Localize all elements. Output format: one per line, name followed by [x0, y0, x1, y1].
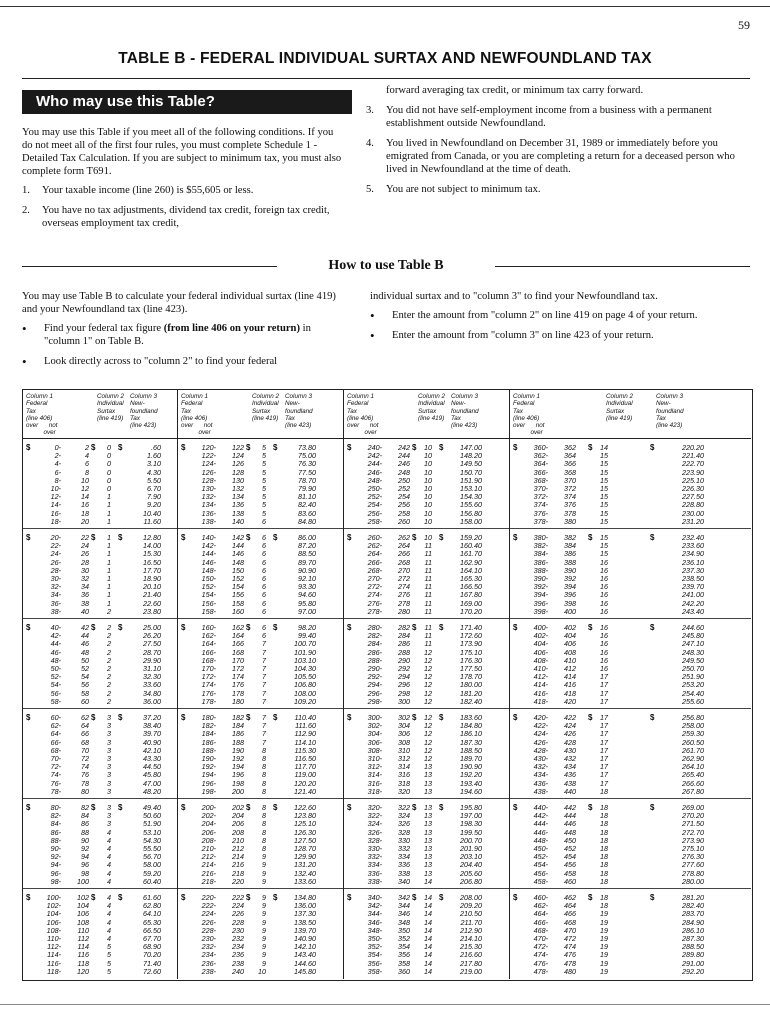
condition-number: 3. — [366, 105, 374, 116]
newfoundland-tax: 147.00 148.20 149.50 150.70 151.90 153.10 154.30 155.60 156.80 158.00 — [460, 443, 482, 526]
column-3-header: Column 3 New- foundland Tax (line 423) — [285, 393, 313, 430]
table-row-group — [510, 530, 751, 619]
table-row-group — [23, 890, 177, 978]
table-panel-1 — [23, 390, 178, 979]
individual-surtax: 1 1 1 1 1 1 1 1 1 2 — [107, 533, 111, 616]
condition-text: You are not subject to minimum tax. — [386, 184, 541, 195]
table-row-group — [344, 440, 509, 529]
dollar-sign: $ — [26, 623, 31, 632]
table-row-group — [23, 620, 177, 709]
individual-surtax: 16 16 16 16 16 16 17 17 17 17 — [600, 623, 608, 706]
dollar-sign: $ — [91, 713, 96, 722]
dollar-sign: $ — [181, 893, 186, 902]
federal-tax-over: 460- 462- 464- 466- 468- 470- 472- 474- 476- 478- — [533, 893, 548, 976]
dollar-sign: $ — [246, 623, 251, 632]
dollar-sign: $ — [91, 803, 96, 812]
federal-tax-not-over: 402 404 406 408 410 412 414 416 418 420 — [564, 623, 576, 706]
dollar-sign: $ — [513, 623, 518, 632]
individual-surtax: 14 14 14 14 14 14 14 14 14 14 — [424, 893, 432, 976]
dollar-sign: $ — [513, 713, 518, 722]
dollar-sign: $ — [347, 713, 352, 722]
table-panel-4 — [510, 390, 751, 979]
table-row-group — [178, 800, 343, 889]
newfoundland-tax: 98.20 99.40 100.70 101.90 103.10 104.30 105.50 106.80 108.00 109.20 — [294, 623, 316, 706]
federal-tax-not-over: 42 44 46 48 50 52 54 56 58 60 — [81, 623, 89, 706]
how-step-1 — [22, 322, 347, 348]
table-row-group — [178, 440, 343, 529]
dollar-sign: $ — [273, 443, 278, 452]
federal-tax-not-over: 22 24 26 28 30 32 34 36 38 40 — [81, 533, 89, 616]
individual-surtax: 9 9 9 9 9 9 9 9 9 10 — [258, 893, 266, 976]
table-row-group — [510, 440, 751, 529]
step-text: Find your federal tax figure — [44, 323, 164, 334]
table-row-group — [510, 710, 751, 799]
individual-surtax: 8 8 8 8 8 8 9 9 9 9 — [262, 803, 266, 886]
dollar-sign: $ — [118, 803, 123, 812]
dollar-sign: $ — [412, 713, 417, 722]
newfoundland-tax: 73.80 75.00 76.30 77.50 78.70 79.90 81.10 82.40 83.60 84.80 — [298, 443, 316, 526]
column-1-header: Column 1 Federal Tax (line 406) over not over — [347, 393, 379, 437]
dollar-sign: $ — [246, 713, 251, 722]
dollar-sign: $ — [273, 893, 278, 902]
federal-tax-over: 240- 242- 244- 246- 248- 250- 252- 254- 256- 258- — [367, 443, 382, 526]
table-row-group — [344, 710, 509, 799]
federal-tax-over: 420- 422- 424- 426- 428- 430- 432- 434- 436- 438- — [533, 713, 548, 796]
federal-tax-over: 20- 22- 24- 26- 28- 30- 32- 34- 36- 38- — [50, 533, 61, 616]
column-1-header: Column 1 Federal Tax (line 406) over not over — [26, 393, 58, 437]
federal-tax-over: 360- 362- 364- 366- 368- 370- 372- 374- 376- 378- — [533, 443, 548, 526]
step-text-bold: (from line 406 on your return) — [163, 323, 300, 334]
how-step-2-continued: individual surtax and to "column 3" to find your Newfoundland tax. — [370, 291, 658, 302]
dollar-sign: $ — [439, 803, 444, 812]
dollar-sign: $ — [118, 623, 123, 632]
federal-tax-not-over: 342 344 346 348 350 352 354 356 358 360 — [398, 893, 410, 976]
who-heading: Who may use this Table? — [22, 90, 352, 114]
newfoundland-tax: 244.60 245.80 247.10 248.30 249.50 250.70 251.90 253.20 254.40 255.60 — [682, 623, 704, 706]
conditions-list-a — [22, 184, 342, 230]
dollar-sign: $ — [412, 533, 417, 542]
table-panel-header — [23, 390, 177, 439]
table-row-group — [178, 620, 343, 709]
federal-tax-over: 300- 302- 304- 306- 308- 310- 312- 314- 316- 318- — [367, 713, 382, 796]
federal-tax-over: 280- 282- 284- 286- 288- 290- 292- 294- 296- 298- — [367, 623, 382, 706]
newfoundland-tax: 171.40 172.60 173.90 175.10 176.30 177.50 178.70 180.00 181.20 182.40 — [460, 623, 482, 706]
dollar-sign: $ — [246, 803, 251, 812]
table-row-group — [510, 800, 751, 889]
dollar-sign: $ — [347, 803, 352, 812]
federal-tax-not-over: 242 244 246 248 250 252 254 256 258 260 — [398, 443, 410, 526]
step-text: Look directly across to "column 2" to find your federal — [44, 356, 278, 367]
federal-tax-over: 60- 62- 64- 66- 68- 70- 72- 74- 76- 78- — [50, 713, 61, 796]
federal-tax-not-over: 102 104 106 108 110 112 114 116 118 120 — [77, 893, 89, 976]
dollar-sign: $ — [588, 893, 593, 902]
individual-surtax: 17 17 17 17 17 17 17 17 17 18 — [600, 713, 608, 796]
newfoundland-tax: 12.80 14.00 15.30 16.50 17.70 18.90 20.10 21.40 22.60 23.80 — [143, 533, 161, 616]
federal-tax-not-over: 382 384 386 388 390 392 394 396 398 400 — [564, 533, 576, 616]
top-rule — [0, 6, 770, 7]
column-2-header: Column 2 Individual Surtax (line 419) — [606, 393, 633, 422]
individual-surtax: 4 4 4 4 4 4 5 5 5 5 — [107, 893, 111, 976]
bottom-rule — [0, 1004, 770, 1005]
newfoundland-tax: 86.00 87.20 88.50 89.70 90.90 92.10 93.30 94.60 95.80 97.00 — [298, 533, 316, 616]
how-steps-a — [22, 322, 347, 368]
individual-surtax: 12 12 12 12 12 12 13 13 13 13 — [424, 713, 432, 796]
dollar-sign: $ — [513, 443, 518, 452]
newfoundland-tax: 232.40 233.60 234.90 236.10 237.30 238.50 239.70 241.00 242.20 243.40 — [682, 533, 704, 616]
dollar-sign: $ — [273, 623, 278, 632]
step-text: Enter the amount from "column 3" on line 423 of your return. — [392, 330, 654, 341]
dollar-sign: $ — [588, 803, 593, 812]
tax-table — [22, 389, 753, 981]
dollar-sign: $ — [118, 713, 123, 722]
federal-tax-not-over: 302 304 306 308 310 312 314 316 318 320 — [398, 713, 410, 796]
individual-surtax: 10 10 10 10 10 10 10 10 10 10 — [424, 443, 432, 526]
newfoundland-tax: 37.20 38.40 39.70 40.90 42.10 43.30 44.50 45.80 47.00 48.20 — [143, 713, 161, 796]
individual-surtax: 18 18 19 19 19 19 19 19 19 19 — [600, 893, 608, 976]
table-row-group — [23, 710, 177, 799]
individual-surtax: 5 5 5 5 5 5 5 5 5 6 — [262, 443, 266, 526]
page-title: TABLE B - FEDERAL INDIVIDUAL SURTAX AND NEWFOUNDLAND TAX — [118, 50, 652, 67]
federal-tax-over: 320- 322- 324- 326- 328- 330- 332- 334- 336- 338- — [367, 803, 382, 886]
newfoundland-tax: 61.60 62.80 64.10 65.30 66.50 67.70 68.90 70.20 71.40 72.60 — [143, 893, 161, 976]
individual-surtax: 6 6 7 7 7 7 7 7 7 7 — [262, 623, 266, 706]
column-1-header: Column 1 Federal Tax (line 406) over not over — [513, 393, 545, 437]
federal-tax-not-over: 322 324 326 328 330 332 334 336 338 340 — [398, 803, 410, 886]
table-row-group — [344, 620, 509, 709]
column-3-header: Column 3 New- foundland Tax (line 423) — [451, 393, 479, 430]
newfoundland-tax: 256.80 258.00 259.30 260.50 261.70 262.90 264.10 265.40 266.60 267.80 — [682, 713, 704, 796]
dollar-sign: $ — [26, 533, 31, 542]
dollar-sign: $ — [118, 443, 123, 452]
table-row-group — [344, 800, 509, 889]
individual-surtax: 3 3 3 4 4 4 4 4 4 4 — [107, 803, 111, 886]
newfoundland-tax: 159.20 160.40 161.70 162.90 164.10 165.30 166.50 167.80 169.00 170.20 — [460, 533, 482, 616]
dollar-sign: $ — [650, 443, 655, 452]
dollar-sign: $ — [347, 533, 352, 542]
newfoundland-tax: 49.40 50.60 51.90 53.10 54.30 55.50 56.70 58.00 59.20 60.40 — [143, 803, 161, 886]
how-step-4 — [370, 329, 754, 342]
federal-tax-over: 80- 82- 84- 86- 88- 90- 92- 94- 96- 98- — [50, 803, 61, 886]
how-left-column — [22, 290, 347, 375]
condition-number: 4. — [366, 138, 374, 149]
dollar-sign: $ — [246, 533, 251, 542]
federal-tax-over: 340- 342- 344- 346- 348- 350- 352- 354- 356- 358- — [367, 893, 382, 976]
federal-tax-over: 220- 222- 224- 226- 228- 230- 232- 234- 236- 238- — [201, 893, 216, 976]
dollar-sign: $ — [91, 443, 96, 452]
individual-surtax: 6 6 6 6 6 6 6 6 6 6 — [262, 533, 266, 616]
federal-tax-not-over: 62 64 66 68 70 72 74 76 78 80 — [81, 713, 89, 796]
dollar-sign: $ — [181, 443, 186, 452]
individual-surtax: 0 0 0 0 0 0 1 1 1 1 — [107, 443, 111, 526]
federal-tax-over: 200- 202- 204- 206- 208- 210- 212- 214- 216- 218- — [201, 803, 216, 886]
dollar-sign: $ — [181, 713, 186, 722]
dollar-sign: $ — [412, 893, 417, 902]
dollar-sign: $ — [181, 533, 186, 542]
dollar-sign: $ — [246, 443, 251, 452]
table-row-group — [510, 620, 751, 709]
dollar-sign: $ — [650, 893, 655, 902]
individual-surtax: 18 18 18 18 18 18 18 18 18 18 — [600, 803, 608, 886]
table-panel-header — [510, 390, 751, 439]
federal-tax-not-over: 282 284 286 288 290 292 294 296 298 300 — [398, 623, 410, 706]
federal-tax-over: 40- 42- 44- 46- 48- 50- 52- 54- 56- 58- — [50, 623, 61, 706]
who-right-column — [366, 84, 752, 203]
how-intro: You may use Table B to calculate your federal individual surtax (line 419) and your Newfoundland tax (line 423). — [22, 291, 336, 315]
newfoundland-tax: 25.00 26.20 27.50 28.70 29.90 31.10 32.30 33.60 34.80 36.00 — [143, 623, 161, 706]
condition-text: You lived in Newfoundland on December 31, 1989 or immediately before you emigrated from Canada, or you are completing a return for a deceased person who lived in Newfoundland at the time of death. — [386, 138, 735, 175]
table-panel-3 — [344, 390, 510, 979]
table-row-group — [23, 440, 177, 529]
federal-tax-over: 180- 182- 184- 186- 188- 190- 192- 194- 196- 198- — [201, 713, 216, 796]
dollar-sign: $ — [513, 803, 518, 812]
newfoundland-tax: 122.60 123.80 125.10 126.30 127.50 128.70 129.90 131.20 132.40 133.60 — [294, 803, 316, 886]
individual-surtax: 15 15 15 16 16 16 16 16 16 16 — [600, 533, 608, 616]
individual-surtax: 2 2 2 2 2 2 2 2 2 2 — [107, 623, 111, 706]
newfoundland-tax: 281.20 282.40 283.70 284.90 286.10 287.30 288.50 289.80 291.00 292.20 — [682, 893, 704, 976]
dollar-sign: $ — [347, 893, 352, 902]
federal-tax-over: 140- 142- 144- 146- 148- 150- 152- 154- 156- 158- — [201, 533, 216, 616]
how-steps-b — [370, 309, 754, 342]
dollar-sign: $ — [26, 713, 31, 722]
individual-surtax: 10 11 11 11 11 11 11 11 11 11 — [424, 533, 432, 616]
column-3-header: Column 3 New- foundland Tax (line 423) — [656, 393, 684, 430]
federal-tax-not-over: 222 224 226 228 230 232 234 236 238 240 — [232, 893, 244, 976]
table-row-group — [23, 530, 177, 619]
column-2-header: Column 2 Individual Surtax (line 419) — [97, 393, 124, 422]
column-1-header: Column 1 Federal Tax (line 406) over not over — [181, 393, 213, 437]
table-row-group — [344, 890, 509, 978]
how-step-2 — [22, 355, 347, 368]
federal-tax-not-over: 142 144 146 148 150 152 154 156 158 160 — [232, 533, 244, 616]
condition-5 — [366, 183, 752, 196]
table-row-group — [510, 890, 751, 978]
federal-tax-over: 160- 162- 164- 166- 168- 170- 172- 174- 176- 178- — [201, 623, 216, 706]
dollar-sign: $ — [26, 893, 31, 902]
dollar-sign: $ — [91, 533, 96, 542]
condition-3 — [366, 104, 752, 130]
federal-tax-not-over: 422 424 426 428 430 432 434 436 438 440 — [564, 713, 576, 796]
condition-2-continued — [366, 84, 752, 97]
federal-tax-over: 260- 262- 264- 266- 268- 270- 272- 274- 276- 278- — [367, 533, 382, 616]
federal-tax-not-over: 82 84 86 88 90 92 94 96 98 100 — [77, 803, 89, 886]
newfoundland-tax: 183.60 184.80 186.10 187.30 188.50 189.70 190.90 192.20 193.40 194.60 — [460, 713, 482, 796]
who-intro: You may use this Table if you meet all of the following conditions. If you do not meet all of the first four rules, you must complete Schedule 1 - Detailed Tax Calculation. If you are subject to minimum tax, you must also complete form T691. — [22, 127, 342, 177]
dollar-sign: $ — [439, 443, 444, 452]
table-row-group — [23, 800, 177, 889]
newfoundland-tax: 110.40 111.60 112.90 114.10 115.30 116.50 117.70 119.00 120.20 121.40 — [294, 713, 316, 796]
condition-2 — [22, 204, 342, 230]
column-2-header: Column 2 Individual Surtax (line 419) — [252, 393, 279, 422]
federal-tax-not-over: 182 184 186 188 190 192 194 196 198 200 — [232, 713, 244, 796]
federal-tax-over: 440- 442- 444- 446- 448- 450- 452- 454- 456- 458- — [533, 803, 548, 886]
federal-tax-over: 100- 102- 104- 106- 108- 110- 112- 114- 116- 118- — [46, 893, 61, 976]
federal-tax-not-over: 202 204 206 208 210 212 214 216 218 220 — [232, 803, 244, 886]
dollar-sign: $ — [246, 893, 251, 902]
dollar-sign: $ — [412, 623, 417, 632]
condition-text: You did not have self-employment income from a business with a permanent establishment outside Newfoundland. — [386, 105, 712, 129]
table-row-group — [178, 530, 343, 619]
dollar-sign: $ — [273, 713, 278, 722]
federal-tax-over: 0- 2- 4- 6- 8- 10- 12- 14- 16- 18- — [50, 443, 61, 526]
condition-number: 1. — [22, 185, 30, 196]
dollar-sign: $ — [118, 533, 123, 542]
table-panel-2 — [178, 390, 344, 979]
newfoundland-tax: 220.20 221.40 222.70 223.90 225.10 226.30 227.50 228.80 230.00 231.20 — [682, 443, 704, 526]
newfoundland-tax: .60 1.60 3.10 4.30 5.50 6.70 7.90 9.20 10.40 11.60 — [143, 443, 161, 526]
federal-tax-not-over: 362 364 366 368 370 372 374 376 378 380 — [564, 443, 576, 526]
dollar-sign: $ — [439, 533, 444, 542]
newfoundland-tax: 208.00 209.20 210.50 211.70 212.90 214.10 215.30 216.60 217.80 219.00 — [460, 893, 482, 976]
how-right-column — [370, 290, 754, 349]
step-text: in "column 1" on Table B. — [44, 323, 311, 347]
condition-number: 5. — [366, 184, 374, 195]
title-rule — [22, 78, 750, 79]
column-3-header: Column 3 New- foundland Tax (line 423) — [130, 393, 158, 430]
conditions-list-b — [366, 84, 752, 196]
dollar-sign: $ — [412, 803, 417, 812]
federal-tax-over: 380- 382- 384- 386- 388- 390- 392- 394- 396- 398- — [533, 533, 548, 616]
column-2-header: Column 2 Individual Surtax (line 419) — [418, 393, 445, 422]
table-row-group — [178, 890, 343, 978]
dollar-sign: $ — [91, 623, 96, 632]
newfoundland-tax: 134.80 136.00 137.30 138.50 139.70 140.90 142.10 143.40 144.60 145.80 — [294, 893, 316, 976]
individual-surtax: 3 3 3 3 3 3 3 3 3 3 — [107, 713, 111, 796]
dollar-sign: $ — [347, 623, 352, 632]
individual-surtax: 11 11 11 12 12 12 12 12 12 12 — [424, 623, 432, 706]
how-heading: How to use Table B — [328, 258, 444, 273]
federal-tax-not-over: 462 464 466 468 470 472 474 476 478 480 — [564, 893, 576, 976]
condition-text: forward averaging tax credit, or minimum tax carry forward. — [386, 85, 644, 96]
federal-tax-not-over: 162 164 166 168 170 172 174 176 178 180 — [232, 623, 244, 706]
dollar-sign: $ — [273, 533, 278, 542]
dollar-sign: $ — [347, 443, 352, 452]
individual-surtax: 7 7 7 7 8 8 8 8 8 8 — [262, 713, 266, 796]
federal-tax-not-over: 122 124 126 128 130 132 134 136 138 140 — [232, 443, 244, 526]
dollar-sign: $ — [588, 443, 593, 452]
dollar-sign: $ — [439, 623, 444, 632]
dollar-sign: $ — [181, 803, 186, 812]
dollar-sign: $ — [650, 713, 655, 722]
newfoundland-tax: 195.80 197.00 198.30 199.50 200.70 201.90 203.10 204.40 205.60 206.80 — [460, 803, 482, 886]
dollar-sign: $ — [91, 893, 96, 902]
dollar-sign: $ — [26, 443, 31, 452]
newfoundland-tax: 269.00 270.20 271.50 272.70 273.90 275.10 276.30 277.60 278.80 280.00 — [682, 803, 704, 886]
condition-number: 2. — [22, 205, 30, 216]
dollar-sign: $ — [650, 803, 655, 812]
dollar-sign: $ — [588, 713, 593, 722]
dollar-sign: $ — [439, 713, 444, 722]
who-left-column — [22, 126, 342, 237]
dollar-sign: $ — [513, 893, 518, 902]
dollar-sign: $ — [650, 623, 655, 632]
dollar-sign: $ — [588, 623, 593, 632]
table-row-group — [178, 710, 343, 799]
dollar-sign: $ — [412, 443, 417, 452]
dollar-sign: $ — [26, 803, 31, 812]
dollar-sign: $ — [439, 893, 444, 902]
condition-4 — [366, 137, 752, 176]
federal-tax-not-over: 262 264 266 268 270 272 274 276 278 280 — [398, 533, 410, 616]
federal-tax-not-over: 442 444 446 448 450 452 454 456 458 460 — [564, 803, 576, 886]
condition-text: You have no tax adjustments, dividend tax credit, foreign tax credit, overseas employment tax credit, — [42, 205, 330, 229]
condition-1 — [22, 184, 342, 197]
dollar-sign: $ — [181, 623, 186, 632]
table-panel-header — [344, 390, 509, 439]
federal-tax-over: 120- 122- 124- 126- 128- 130- 132- 134- 136- 138- — [201, 443, 216, 526]
dollar-sign: $ — [588, 533, 593, 542]
how-step-3 — [370, 309, 754, 322]
condition-text: Your taxable income (line 260) is $55,605 or less. — [42, 185, 254, 196]
dollar-sign: $ — [513, 533, 518, 542]
page-number: 59 — [738, 18, 750, 32]
how-rule-right — [495, 266, 750, 267]
table-row-group — [344, 530, 509, 619]
dollar-sign: $ — [118, 893, 123, 902]
step-text: Enter the amount from "column 2" on line 419 on page 4 of your return. — [392, 310, 698, 321]
dollar-sign: $ — [273, 803, 278, 812]
dollar-sign: $ — [650, 533, 655, 542]
federal-tax-over: 400- 402- 404- 406- 408- 410- 412- 414- 416- 418- — [533, 623, 548, 706]
individual-surtax: 14 15 15 15 15 15 15 15 15 15 — [600, 443, 608, 526]
table-panel-header — [178, 390, 343, 439]
federal-tax-not-over: 2 4 6 8 10 12 14 16 18 20 — [81, 443, 89, 526]
individual-surtax: 13 13 13 13 13 13 13 13 13 14 — [424, 803, 432, 886]
